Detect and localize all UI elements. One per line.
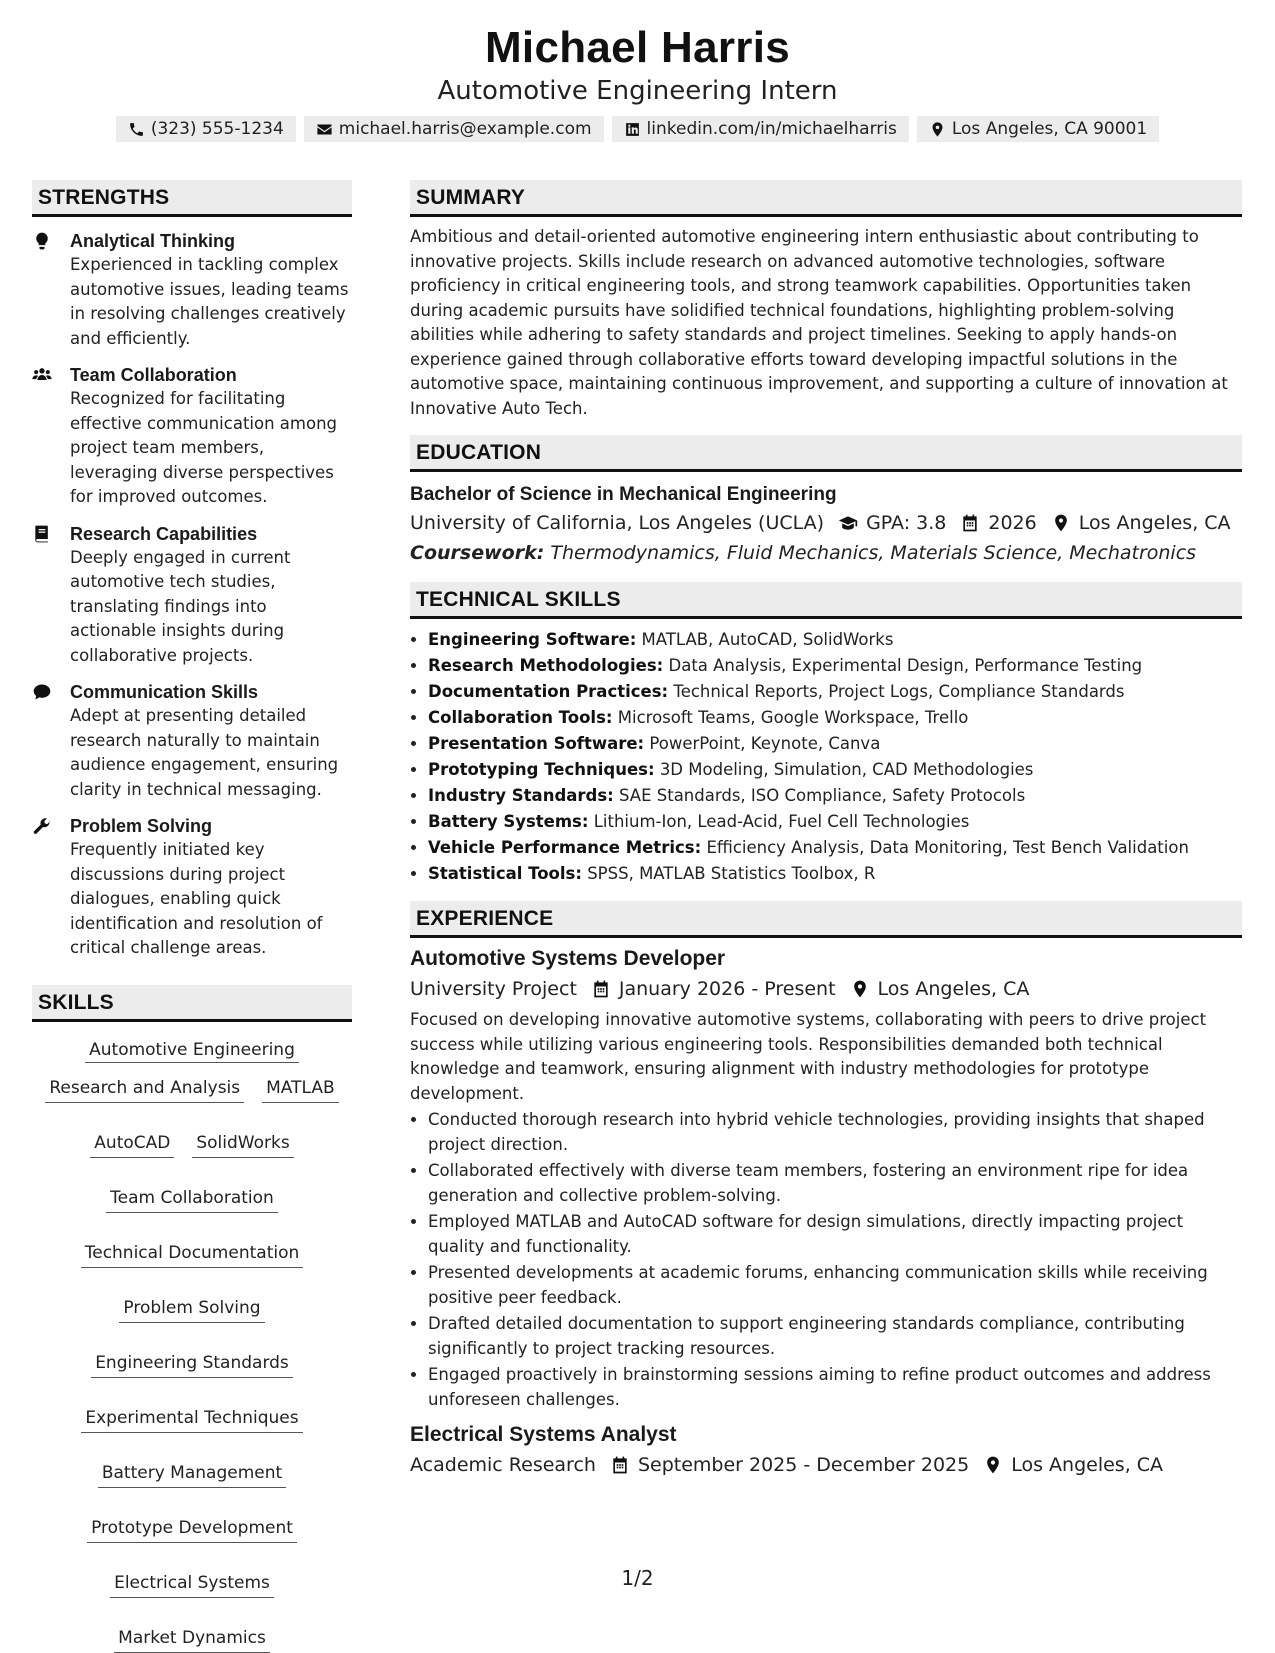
- skills-heading: SKILLS: [32, 985, 352, 1022]
- contact-email-text: michael.harris@example.com: [338, 119, 592, 139]
- book-icon: [32, 524, 52, 544]
- resume-header: [0, 0, 1275, 142]
- list-item: • Engaged proactively in brainstorming sessions aiming to refine product outcomes and address unforeseen challenges.: [428, 1363, 1242, 1412]
- contact-location-text: Los Angeles, CA 90001: [951, 119, 1148, 139]
- calendar-icon: [960, 513, 980, 533]
- strength-desc: Experienced in tackling complex automotive issues, leading teams in resolving challenges creatively and efficiently.: [70, 255, 349, 348]
- skill-tag: Problem Solving: [119, 1296, 264, 1323]
- job-entry: [410, 1420, 1242, 1480]
- job-meta: [410, 1450, 1242, 1480]
- job-description: Focused on developing innovative automotive systems, collaborating with peers to drive project success while utilizing various engineering tools. Responsibilities demanded both technical knowledge and teamwork, ensuring alignment with industry methodologies for prototype development.: [410, 1010, 1207, 1103]
- candidate-title: Automotive Engineering Intern: [437, 76, 838, 106]
- skill-tag: AutoCAD: [90, 1131, 174, 1158]
- list-item: • Employed MATLAB and AutoCAD software for design simulations, directly impacting project quality and functionality.: [428, 1210, 1242, 1259]
- summary-heading: SUMMARY: [410, 180, 1242, 217]
- list-item: • Presented developments at academic forums, enhancing communication skills while receiving positive peer feedback.: [428, 1261, 1242, 1310]
- list-item: • Vehicle Performance Metrics: Efficiency Analysis, Data Monitoring, Test Bench Validation: [428, 835, 1242, 861]
- contact-linkedin[interactable]: [612, 116, 909, 142]
- job-location: Los Angeles, CA: [1011, 1454, 1164, 1476]
- lightbulb-icon: [32, 231, 52, 251]
- education-coursework: [410, 538, 1242, 568]
- contact-phone-text: (323) 555-1234: [150, 119, 284, 139]
- strengths-heading: STRENGTHS: [32, 180, 352, 217]
- strength-item: [32, 680, 352, 802]
- skill-tag: Prototype Development: [87, 1516, 297, 1543]
- list-item: • Collaboration Tools: Microsoft Teams, Google Workspace, Trello: [428, 705, 1242, 731]
- education-heading: EDUCATION: [410, 435, 1242, 472]
- job-meta: [410, 974, 1242, 1004]
- strength-item: [32, 229, 352, 351]
- skill-tag: Electrical Systems: [110, 1571, 274, 1598]
- job-bullets: [410, 1108, 1242, 1412]
- skill-tag: Research and Analysis: [45, 1076, 244, 1103]
- contact-linkedin-text: linkedin.com/in/michaelharris: [646, 119, 897, 139]
- strength-title: Team Collaboration: [70, 365, 237, 385]
- skill-tag: Market Dynamics: [114, 1626, 270, 1653]
- resume-columns: [32, 180, 1244, 1653]
- comment-icon: [32, 682, 52, 702]
- list-item: • Engineering Software: MATLAB, AutoCAD, SolidWorks: [428, 627, 1242, 653]
- right-column: [410, 180, 1242, 1653]
- contact-email[interactable]: [304, 116, 604, 142]
- list-item: • Prototyping Techniques: 3D Modeling, Simulation, CAD Methodologies: [428, 757, 1242, 783]
- job-org: University Project: [410, 978, 577, 1000]
- strength-title: Communication Skills: [70, 682, 259, 702]
- left-column: [32, 180, 352, 1653]
- technical-skills-list: [410, 627, 1242, 887]
- strength-desc: Recognized for facilitating effective communication among project team members, leveraging diverse perspectives for improved outcomes.: [70, 389, 338, 506]
- strength-item: [32, 363, 352, 510]
- job-org: Academic Research: [410, 1454, 596, 1476]
- education-year: 2026: [988, 512, 1037, 534]
- job-title: Electrical Systems Analyst: [410, 1423, 677, 1446]
- contact-location: [917, 116, 1159, 142]
- strength-title: Analytical Thinking: [70, 231, 236, 251]
- calendar-icon: [591, 979, 611, 999]
- experience-heading: EXPERIENCE: [410, 901, 1242, 938]
- strength-desc: Deeply engaged in current automotive tech studies, translating findings into actionable insights during collaborative projects.: [70, 547, 291, 665]
- skill-tag: Automotive Engineering: [85, 1040, 299, 1063]
- summary-text: Ambitious and detail-oriented automotive engineering intern enthusiastic about contributing to innovative projects. Skills include research on advanced automotive technologies, software proficiency in critical engineering tools, and strong teamwork capabilities. Opportunities taken during academic pursuits have solidified technical foundations, highlighting problem-solving abilities while adhering to safety standards and project timelines. Seeking to apply hands-on experience gained through collaborative efforts toward developing impactful solutions in the automotive space, maintaining continuous improvement, and supporting a culture of innovation at Innovative Auto Tech.: [410, 227, 1228, 418]
- list-item: • Research Methodologies: Data Analysis, Experimental Design, Performance Testing: [428, 653, 1242, 679]
- list-item: • Conducted thorough research into hybrid vehicle technologies, providing insights that shaped project direction.: [428, 1108, 1242, 1157]
- job-entry: [410, 944, 1242, 1412]
- envelope-icon: [316, 121, 333, 138]
- job-dates: September 2025 - December 2025: [637, 1454, 970, 1476]
- skill-tag: Engineering Standards: [91, 1351, 293, 1378]
- list-item: • Drafted detailed documentation to support engineering standards compliance, contributing significantly to project tracking resources.: [428, 1312, 1242, 1361]
- strength-item: [32, 814, 352, 961]
- education-gpa: GPA: 3.8: [866, 512, 947, 534]
- skill-tag: Battery Management: [98, 1461, 286, 1488]
- contact-phone[interactable]: [116, 116, 296, 142]
- job-location: Los Angeles, CA: [877, 978, 1030, 1000]
- map-marker-icon: [983, 1455, 1003, 1475]
- list-item: • Battery Systems: Lithium-Ion, Lead-Acid, Fuel Cell Technologies: [428, 809, 1242, 835]
- skill-tag: Technical Documentation: [81, 1241, 304, 1268]
- coursework-list: Thermodynamics, Fluid Mechanics, Materials Science, Mechatronics: [550, 542, 1197, 564]
- list-item: • Presentation Software: PowerPoint, Keynote, Canva: [428, 731, 1242, 757]
- list-item: • Documentation Practices: Technical Reports, Project Logs, Compliance Standards: [428, 679, 1242, 705]
- list-item: • Collaborated effectively with diverse team members, fostering an environment ripe for idea generation and collective problem-solving.: [428, 1159, 1242, 1208]
- list-item: • Industry Standards: SAE Standards, ISO Compliance, Safety Protocols: [428, 783, 1242, 809]
- skill-tag: Team Collaboration: [106, 1186, 278, 1213]
- skill-tag: MATLAB: [262, 1076, 339, 1103]
- users-icon: [32, 365, 52, 385]
- job-title: Automotive Systems Developer: [410, 947, 726, 970]
- education-school: University of California, Los Angeles (UCLA): [410, 512, 825, 534]
- map-marker-icon: [929, 121, 946, 138]
- strength-item: [32, 522, 352, 669]
- candidate-name: Michael Harris: [484, 23, 790, 72]
- contact-bar: [0, 116, 1275, 142]
- linkedin-icon: [624, 121, 641, 138]
- education-degree: Bachelor of Science in Mechanical Engineering: [410, 484, 837, 505]
- skill-tag: Experimental Techniques: [81, 1406, 302, 1433]
- graduation-cap-icon: [838, 513, 858, 533]
- coursework-label: Coursework:: [410, 542, 545, 564]
- education-meta: [410, 508, 1242, 538]
- wrench-icon: [32, 816, 52, 836]
- technical-skills-heading: TECHNICAL SKILLS: [410, 582, 1242, 619]
- list-item: • Statistical Tools: SPSS, MATLAB Statistics Toolbox, R: [428, 861, 1242, 887]
- map-marker-icon: [850, 979, 870, 999]
- education-location: Los Angeles, CA: [1078, 512, 1231, 534]
- skills-list: [32, 1038, 352, 1653]
- strength-desc: Frequently initiated key discussions during project dialogues, enabling quick identification and resolution of critical challenge areas.: [70, 840, 323, 957]
- phone-icon: [128, 121, 145, 138]
- map-marker-icon: [1051, 513, 1071, 533]
- calendar-icon: [610, 1455, 630, 1475]
- job-dates: January 2026 - Present: [618, 978, 836, 1000]
- page-number: 1/2: [621, 1566, 654, 1590]
- strength-title: Research Capabilities: [70, 523, 258, 544]
- strength-title: Problem Solving: [70, 816, 213, 836]
- strength-desc: Adept at presenting detailed research naturally to maintain audience engagement, ensuring clarity in technical messaging.: [70, 706, 339, 799]
- skill-tag: SolidWorks: [192, 1131, 293, 1158]
